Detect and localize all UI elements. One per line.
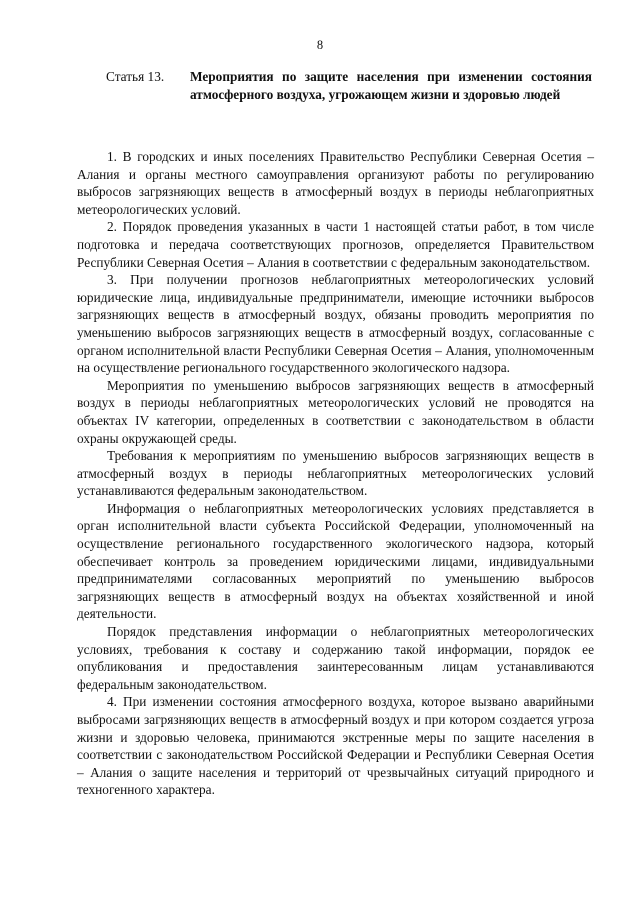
paragraph: Информация о неблагоприятных метеорологических условиях представляется в орган исполнительной власти субъекта Российской Федерации, уполномоченный на осуществление регионального государственного экологического надзора, который обеспечивает контроль за проведением юридическими лицами, индивидуальными предпринимателями согласованных мероприятий по уменьшению выбросов загрязняющих веществ в атмосферный воздух на объектах хозяйственной и иной деятельности. xyxy=(77,500,594,622)
article-title: Мероприятия по защите населения при изменении состояния атмосферного воздуха, угрожающем жизни и здоровью людей xyxy=(190,69,592,102)
article-body xyxy=(77,148,594,799)
article-heading xyxy=(106,68,592,103)
paragraph: 1. В городских и иных поселениях Правительство Республики Северная Осетия – Алания и органы местного самоуправления организуют работы по регулированию выбросов загрязняющих веществ в атмосферный воздух в периоды неблагоприятных метеорологических условий. xyxy=(77,149,594,217)
page-number: 8 xyxy=(316,38,324,52)
paragraph: Порядок представления информации о неблагоприятных метеорологических условиях, требования к составу и содержанию такой информации, порядок ее опубликования и предоставления заинтересованным лицам устанавливаются федеральным законодательством. xyxy=(77,624,594,692)
article-label: Статья 13. xyxy=(106,69,165,84)
paragraph: Мероприятия по уменьшению выбросов загрязняющих веществ в атмосферный воздух в периоды неблагоприятных метеорологических условий не проводятся на объектах IV категории, определенных в соответствии с законодательством в области охраны окружающей среды. xyxy=(77,377,594,446)
paragraph: 4. При изменении состояния атмосферного воздуха, которое вызвано аварийными выбросами загрязняющих веществ в атмосферный воздух и при котором создается угроза жизни и здоровью человека, принимаются экстренные меры по защите населения в соответствии с законодательством Российской Федерации и Республики Северная Осетия – Алания о защите населения и территорий от чрезвычайных ситуаций природного и техногенного характера. xyxy=(77,694,594,798)
paragraph: 3. При получении прогнозов неблагоприятных метеорологических условий юридические лица, индивидуальные предприниматели, имеющие источники выбросов загрязняющих веществ в атмосферный воздух, обязаны проводить мероприятия по уменьшению выбросов загрязняющих веществ в атмосферный воздух, согласованные с органом исполнительной власти Республики Северная Осетия – Алания, уполномоченным на осуществление регионального государственного экологического надзора. xyxy=(77,272,594,376)
paragraph: Требования к мероприятиям по уменьшению выбросов загрязняющих веществ в атмосферный воздух в периоды неблагоприятных метеорологических условий устанавливаются федеральным законодательством. xyxy=(77,448,594,499)
paragraph: 2. Порядок проведения указанных в части 1 настоящей статьи работ, в том числе подготовка и передача соответствующих прогнозов, определяется Правительством Республики Северная Осетия – Алания в соответствии с федеральным законодательством. xyxy=(77,219,594,270)
